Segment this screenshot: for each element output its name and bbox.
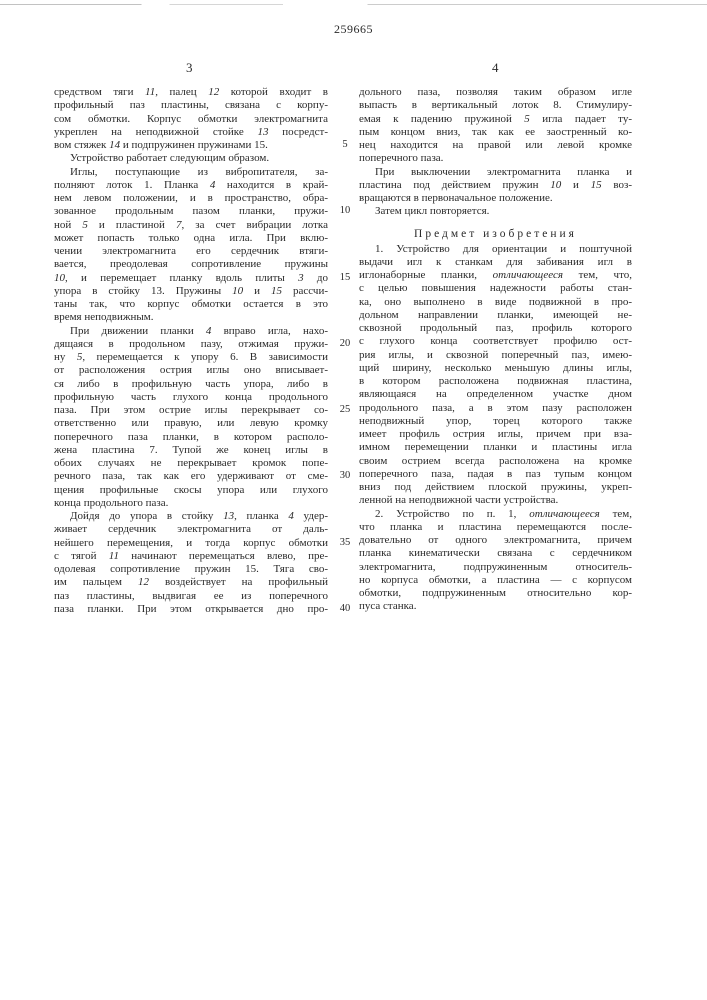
text-line: Затем цикл повторяется. — [359, 205, 632, 218]
text-line: имеет профиль острия иглы, причем при вза- — [359, 428, 632, 441]
text-line: обмотки, подпружиненным относительно кор- — [359, 587, 632, 600]
text-line: таны так, что корпус обмотки остается в это — [54, 298, 328, 311]
text-line: пым концом вниз, так как ее заостренный ко- — [359, 126, 632, 139]
line-number: 5 — [335, 139, 355, 150]
text-line: профильную часть глухого конца продольного — [54, 391, 328, 404]
text-line: от расположения острия иглы оно вписывает- — [54, 364, 328, 377]
text-line: поперечного паза планки, в котором располо- — [54, 431, 328, 444]
text-line: конца продольного паза. — [54, 497, 328, 510]
text-line: При движении планки 4 вправо игла, нахо- — [54, 325, 328, 338]
text-line: ной 5 и пластиной 7, за счет вибрации лотка — [54, 219, 328, 232]
text-line: вращаются в первоначальное положение. — [359, 192, 632, 205]
line-number: 20 — [335, 338, 355, 349]
text-line: При выключении электромагнита планка и — [359, 166, 632, 179]
text-line: ся либо в профильную часть упора, либо в — [54, 378, 328, 391]
text-line: емая к падению пружиной 5 игла падает ту- — [359, 113, 632, 126]
text-line: время неподвижным. — [54, 311, 328, 324]
text-line: ка, оно выполнено в виде подвижной в про- — [359, 296, 632, 309]
text-line: электромагнита, подпружиненным относитель- — [359, 561, 632, 574]
text-line: щения профильные скосы упора или глухого — [54, 484, 328, 497]
text-line: 10, и перемещает планку вдоль плиты 3 до — [54, 272, 328, 285]
text-line: речного паза, так как его удерживают от сме- — [54, 470, 328, 483]
text-line: планка кинематически связана с сердечником — [359, 547, 632, 560]
text-line: что планка и пластина перемещаются после- — [359, 521, 632, 534]
left-text-column — [54, 86, 328, 616]
text-line: вниз под действием плоской пружины, укреп- — [359, 481, 632, 494]
text-line: выдачи игл к станкам для забивания игл в — [359, 256, 632, 269]
text-line: в котором расположена подвижная пластина, — [359, 375, 632, 388]
text-line: полняют лоток 1. Планка 4 находится в край- — [54, 179, 328, 192]
text-line: сом обмотки. Корпус обмотки электромагнита — [54, 113, 328, 126]
text-line: им пальцем 12 воздействует на профильный — [54, 576, 328, 589]
text-line: выпасть в вертикальный лоток 8. Стимулиру- — [359, 99, 632, 112]
scan-edge-line — [0, 4, 707, 5]
line-number: 10 — [335, 205, 355, 216]
text-line: профильный паз пластины, связана с корпу- — [54, 99, 328, 112]
text-line: вом стяжек 14 и подпружинен пружинами 15. — [54, 139, 328, 152]
section-heading: Предмет изобретения — [359, 219, 632, 243]
text-line: Устройство работает следующим образом. — [54, 152, 328, 165]
patent-number: 259665 — [0, 22, 707, 37]
text-line: ответственно или правую, или левую кромку — [54, 417, 328, 430]
text-line: нейшего перемещения, и тогда корпус обмотки — [54, 537, 328, 550]
text-line: с тягой 11 начинают перемещаться влево, пре- — [54, 550, 328, 563]
text-line: нем левом положении, и в пространство, обра- — [54, 192, 328, 205]
line-number: 25 — [335, 404, 355, 415]
text-line: нец находится на правой или левой кромке — [359, 139, 632, 152]
page-number-right: 4 — [492, 60, 499, 76]
text-line: средством тяги 11, палец 12 которой входит в — [54, 86, 328, 99]
text-line: с целью повышения надежности работы стан- — [359, 282, 632, 295]
text-line: с глухого конца соответствует профилю ост- — [359, 335, 632, 348]
line-number: 40 — [335, 603, 355, 614]
text-line: 2. Устройство по п. 1, отличающееся тем, — [359, 508, 632, 521]
text-line: поперечного паза. — [359, 152, 632, 165]
text-line: 1. Устройство для ориентации и поштучной — [359, 243, 632, 256]
text-line: дящаяся в продольном пазу, отжимая пружи- — [54, 338, 328, 351]
text-line: паза. При этом острие иглы перекрывает со- — [54, 404, 328, 417]
text-line: имном перемещении планки и пластины игла — [359, 441, 632, 454]
line-number: 35 — [335, 537, 355, 548]
text-line: ну 5, перемещается к упору 6. В зависимости — [54, 351, 328, 364]
text-line: но корпуса обмотки, а пластина — с корпусом — [359, 574, 632, 587]
line-number: 15 — [335, 272, 355, 283]
text-line: продольного паза, а в этом пазу расположен — [359, 402, 632, 415]
text-line: иглонаборные планки, отличающееся тем, что, — [359, 269, 632, 282]
text-line: дольном направлении планки, имеющей не- — [359, 309, 632, 322]
text-line: зованное продольным пазом планки, пружи- — [54, 205, 328, 218]
text-line: неподвижный упор, торец которого также — [359, 415, 632, 428]
text-line: дольного паза, позволяя таким образом игле — [359, 86, 632, 99]
text-line: пуса станка. — [359, 600, 632, 613]
text-line: Иглы, поступающие из вибропитателя, за- — [54, 166, 328, 179]
line-number: 30 — [335, 470, 355, 481]
text-line: чении электромагнита его сердечник втяги- — [54, 245, 328, 258]
text-line: щий ширину, несколько меньшую длины иглы, — [359, 362, 632, 375]
text-line: своим острием всегда расположена на кромке — [359, 455, 632, 468]
text-line: Дойдя до упора в стойку 13, планка 4 удер- — [54, 510, 328, 523]
text-line: паза планки. При этом открывается дно про- — [54, 603, 328, 616]
text-line: являющаяся на определенном участке дном — [359, 388, 632, 401]
text-line: обоих случаях не перекрывает кромок попе- — [54, 457, 328, 470]
text-line: сквозной продольный паз, профиль которого — [359, 322, 632, 335]
text-line: жена пластина 7. Тупой же конец иглы в — [54, 444, 328, 457]
text-line: укреплен на неподвижной стойке 13 посредст- — [54, 126, 328, 139]
text-line: живает сердечник электромагнита от даль- — [54, 523, 328, 536]
text-line: одолевая сопротивление пружин 15. Тяга сво- — [54, 563, 328, 576]
text-line: поперечного паза, падая в паз тупым концом — [359, 468, 632, 481]
right-text-column — [359, 86, 632, 614]
text-line: ленной на неподвижной части устройства. — [359, 494, 632, 507]
text-line: вается, преодолевая сопротивление пружины — [54, 258, 328, 271]
text-line: рия иглы, и сквозной поперечный паз, имею- — [359, 349, 632, 362]
page-number-left: 3 — [186, 60, 193, 76]
text-line: упора в стойку 13. Пружины 10 и 15 рассчи- — [54, 285, 328, 298]
text-line: довательно от одного электромагнита, причем — [359, 534, 632, 547]
text-line: может попасть только одна игла. При вклю- — [54, 232, 328, 245]
text-line: паз пластины, выдвигая ее из поперечного — [54, 590, 328, 603]
text-line: пластина под действием пружин 10 и 15 воз- — [359, 179, 632, 192]
